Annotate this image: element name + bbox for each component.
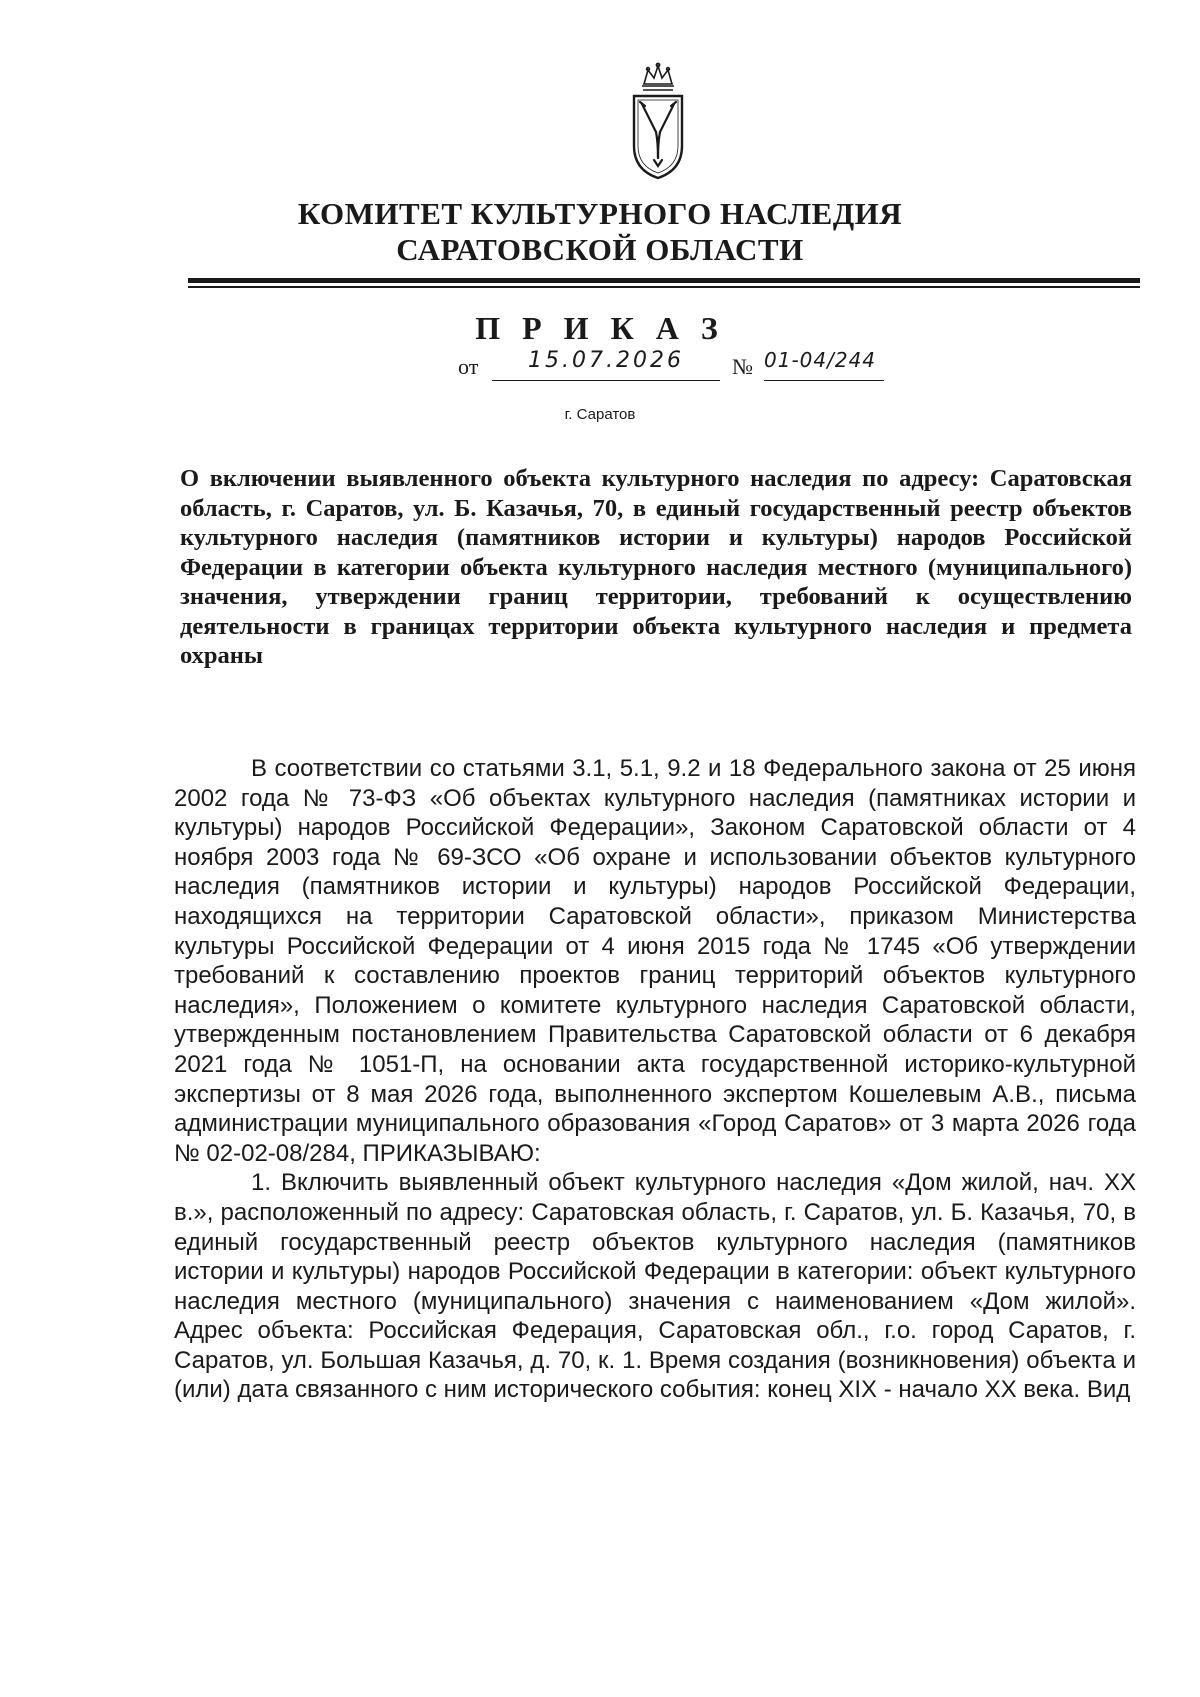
item-1-paragraph: 1. Включить выявленный объект культурного наследия «Дом жилой, нач. XX в.», расположенный по адресу: Саратовская область, г. Саратов, ул. Б. Казачья, 70, в единый государственный реестр объектов культурного наследия (памятников истории и культуры) народов Российской Федерации в категории: объект культурного наследия местного (муниципального) значения с наименованием «Дом жилой». Адрес объекта: Российская Федерация, Саратовская обл., г.о. город Саратов, г. Саратов, ул. Большая Казачья, д. 70, к. 1. Время создания (возникновения) объекта и (или) дата связанного с ним исторического события: конец XIX - начало XX века. Вид — [174, 1169, 1136, 1404]
number-underline — [764, 380, 884, 381]
preamble-paragraph: В соответствии со статьями 3.1, 5.1, 9.2 и 18 Федерального закона от 25 июня 2002 года № 73-ФЗ «Об объектах культурного наследия (памятниках истории и культуры) народов Российской Федерации», Законом Саратовской области от 4 ноября 2003 года № 69-ЗСО «Об охране и использовании объектов культурного наследия (памятников истории и культуры) народов Российской Федерации, находящихся на территории Саратовской области», приказом Министерства культуры Российской Федерации от 4 июня 2015 года № 1745 «Об утверждении требований к составлению проектов границ территорий объектов культурного наследия», Положением о комитете культурного наследия Саратовской области, утвержденным постановлением Правительства Саратовской области от 6 декабря 2021 года № 1051-П, на основании акта государственной историко-культурной экспертизы от 8 мая 2026 года, выполненного экспертом Кошелевым А.В., письма администрации муниципального образования «Город Саратов» от 3 марта 2026 года № 02-02-08/284, ПРИКАЗЫВАЮ: — [174, 755, 1136, 1167]
organization-name-line2: САРАТОВСКОЙ ОБЛАСТИ — [396, 232, 804, 267]
number-label: № — [732, 354, 753, 379]
order-number: 01-04/244 — [764, 348, 877, 372]
saratov-coat-of-arms-icon — [628, 62, 688, 182]
date-underline — [492, 380, 720, 381]
order-subject: О включении выявленного объекта культурного наследия по адресу: Саратовская область, г. Саратов, ул. Б. Казачья, 70, в единый государственный реестр объектов культурного наследия (памятников истории и культуры) народов Российской Федерации в категории объекта культурного наследия местного (муниципального) значения, утверждении границ территории, требований к осуществлению деятельности в границах территории объекта культурного наследия и предмета охраны — [180, 465, 1132, 669]
header-divider-thin — [188, 286, 1140, 288]
document-type-title: П Р И К А З — [475, 310, 725, 346]
organization-name-line1: КОМИТЕТ КУЛЬТУРНОГО НАСЛЕДИЯ — [297, 196, 903, 231]
order-body — [174, 754, 1136, 1405]
header-divider-thick — [188, 278, 1140, 283]
date-label: от — [458, 354, 479, 379]
order-city: г. Саратов — [564, 406, 636, 423]
order-date: 15.07.2026 — [528, 348, 684, 373]
order-date-number-row — [458, 350, 898, 386]
